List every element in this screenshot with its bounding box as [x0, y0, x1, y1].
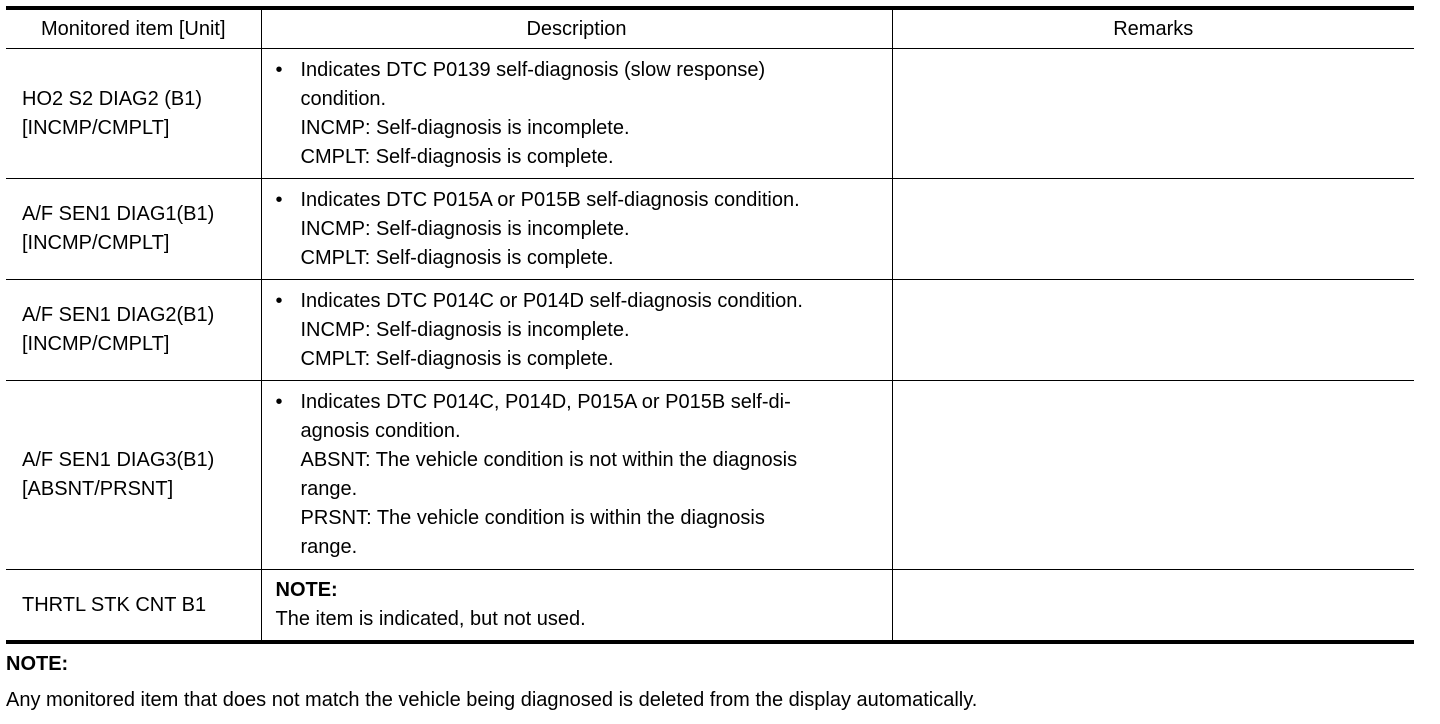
item-cell — [6, 280, 261, 381]
description-sub-line: CMPLT: Self-diagnosis is complete. — [300, 347, 614, 370]
item-unit: [INCMP/CMPLT] — [22, 333, 170, 355]
bullet-icon: • — [275, 188, 283, 211]
item-name: A/F SEN1 DIAG2(B1) — [22, 304, 215, 326]
description-sub-line: CMPLT: Self-diagnosis is complete. — [300, 246, 614, 269]
item-name: THRTL STK CNT B1 — [22, 593, 207, 616]
description-line: Indicates DTC P014C or P014D self-diagnosis condition. — [300, 289, 803, 312]
item-cell — [6, 570, 261, 643]
footer-note-text: Any monitored item that does not match the vehicle being diagnosed is deleted from the display automatically. — [6, 689, 978, 711]
description-cell — [261, 280, 892, 381]
table-row — [6, 280, 1414, 381]
item-name: A/F SEN1 DIAG1(B1) — [22, 203, 215, 225]
description-cell — [261, 179, 892, 280]
remarks-cell — [892, 381, 1414, 570]
note-text: The item is indicated, but not used. — [275, 608, 586, 630]
description-sub-line: INCMP: Self-diagnosis is incomplete. — [300, 116, 630, 139]
monitor-item-table — [6, 6, 1414, 644]
description-sub-line: INCMP: Self-diagnosis is incomplete. — [300, 217, 630, 240]
footer-note-title: NOTE: — [6, 653, 69, 675]
note-title: NOTE: — [275, 579, 338, 601]
item-unit: [INCMP/CMPLT] — [22, 232, 170, 254]
remarks-cell — [892, 280, 1414, 381]
header-remarks: Remarks — [892, 8, 1414, 49]
table-row — [6, 381, 1414, 570]
remarks-cell — [892, 179, 1414, 280]
bullet-icon: • — [275, 391, 283, 413]
item-cell — [6, 49, 261, 179]
remarks-cell — [892, 570, 1414, 643]
description-line: condition. — [300, 87, 387, 110]
item-unit: [ABSNT/PRSNT] — [22, 478, 174, 500]
description-sub-line: range. — [300, 478, 358, 500]
description-sub-line: CMPLT: Self-diagnosis is complete. — [300, 145, 614, 168]
bullet-icon: • — [275, 58, 283, 81]
header-description: Description — [261, 8, 892, 49]
item-name: A/F SEN1 DIAG3(B1) — [22, 449, 215, 471]
description-sub-line: range. — [300, 536, 358, 558]
item-unit: [INCMP/CMPLT] — [22, 116, 170, 139]
description-line: Indicates DTC P0139 self-diagnosis (slow response) — [300, 58, 766, 81]
description-sub-line: PRSNT: The vehicle condition is within the diagnosis — [300, 507, 765, 529]
item-cell — [6, 179, 261, 280]
item-cell — [6, 381, 261, 570]
table-row — [6, 49, 1414, 179]
table-header-row — [6, 8, 1414, 49]
description-sub-line: ABSNT: The vehicle condition is not within the diagnosis — [300, 449, 798, 471]
remarks-cell — [892, 49, 1414, 179]
table-row — [6, 179, 1414, 280]
table-row — [6, 570, 1414, 643]
description-sub-line: INCMP: Self-diagnosis is incomplete. — [300, 318, 630, 341]
description-cell — [261, 570, 892, 643]
header-monitored-item: Monitored item [Unit] — [40, 17, 226, 40]
item-name: HO2 S2 DIAG2 (B1) — [22, 87, 203, 110]
description-line: Indicates DTC P015A or P015B self-diagnosis condition. — [300, 188, 800, 211]
description-cell — [261, 49, 892, 179]
description-line: Indicates DTC P014C, P014D, P015A or P015B self-di- — [300, 391, 791, 413]
description-line: agnosis condition. — [300, 420, 461, 442]
bullet-icon: • — [275, 289, 283, 312]
description-cell — [261, 381, 892, 570]
